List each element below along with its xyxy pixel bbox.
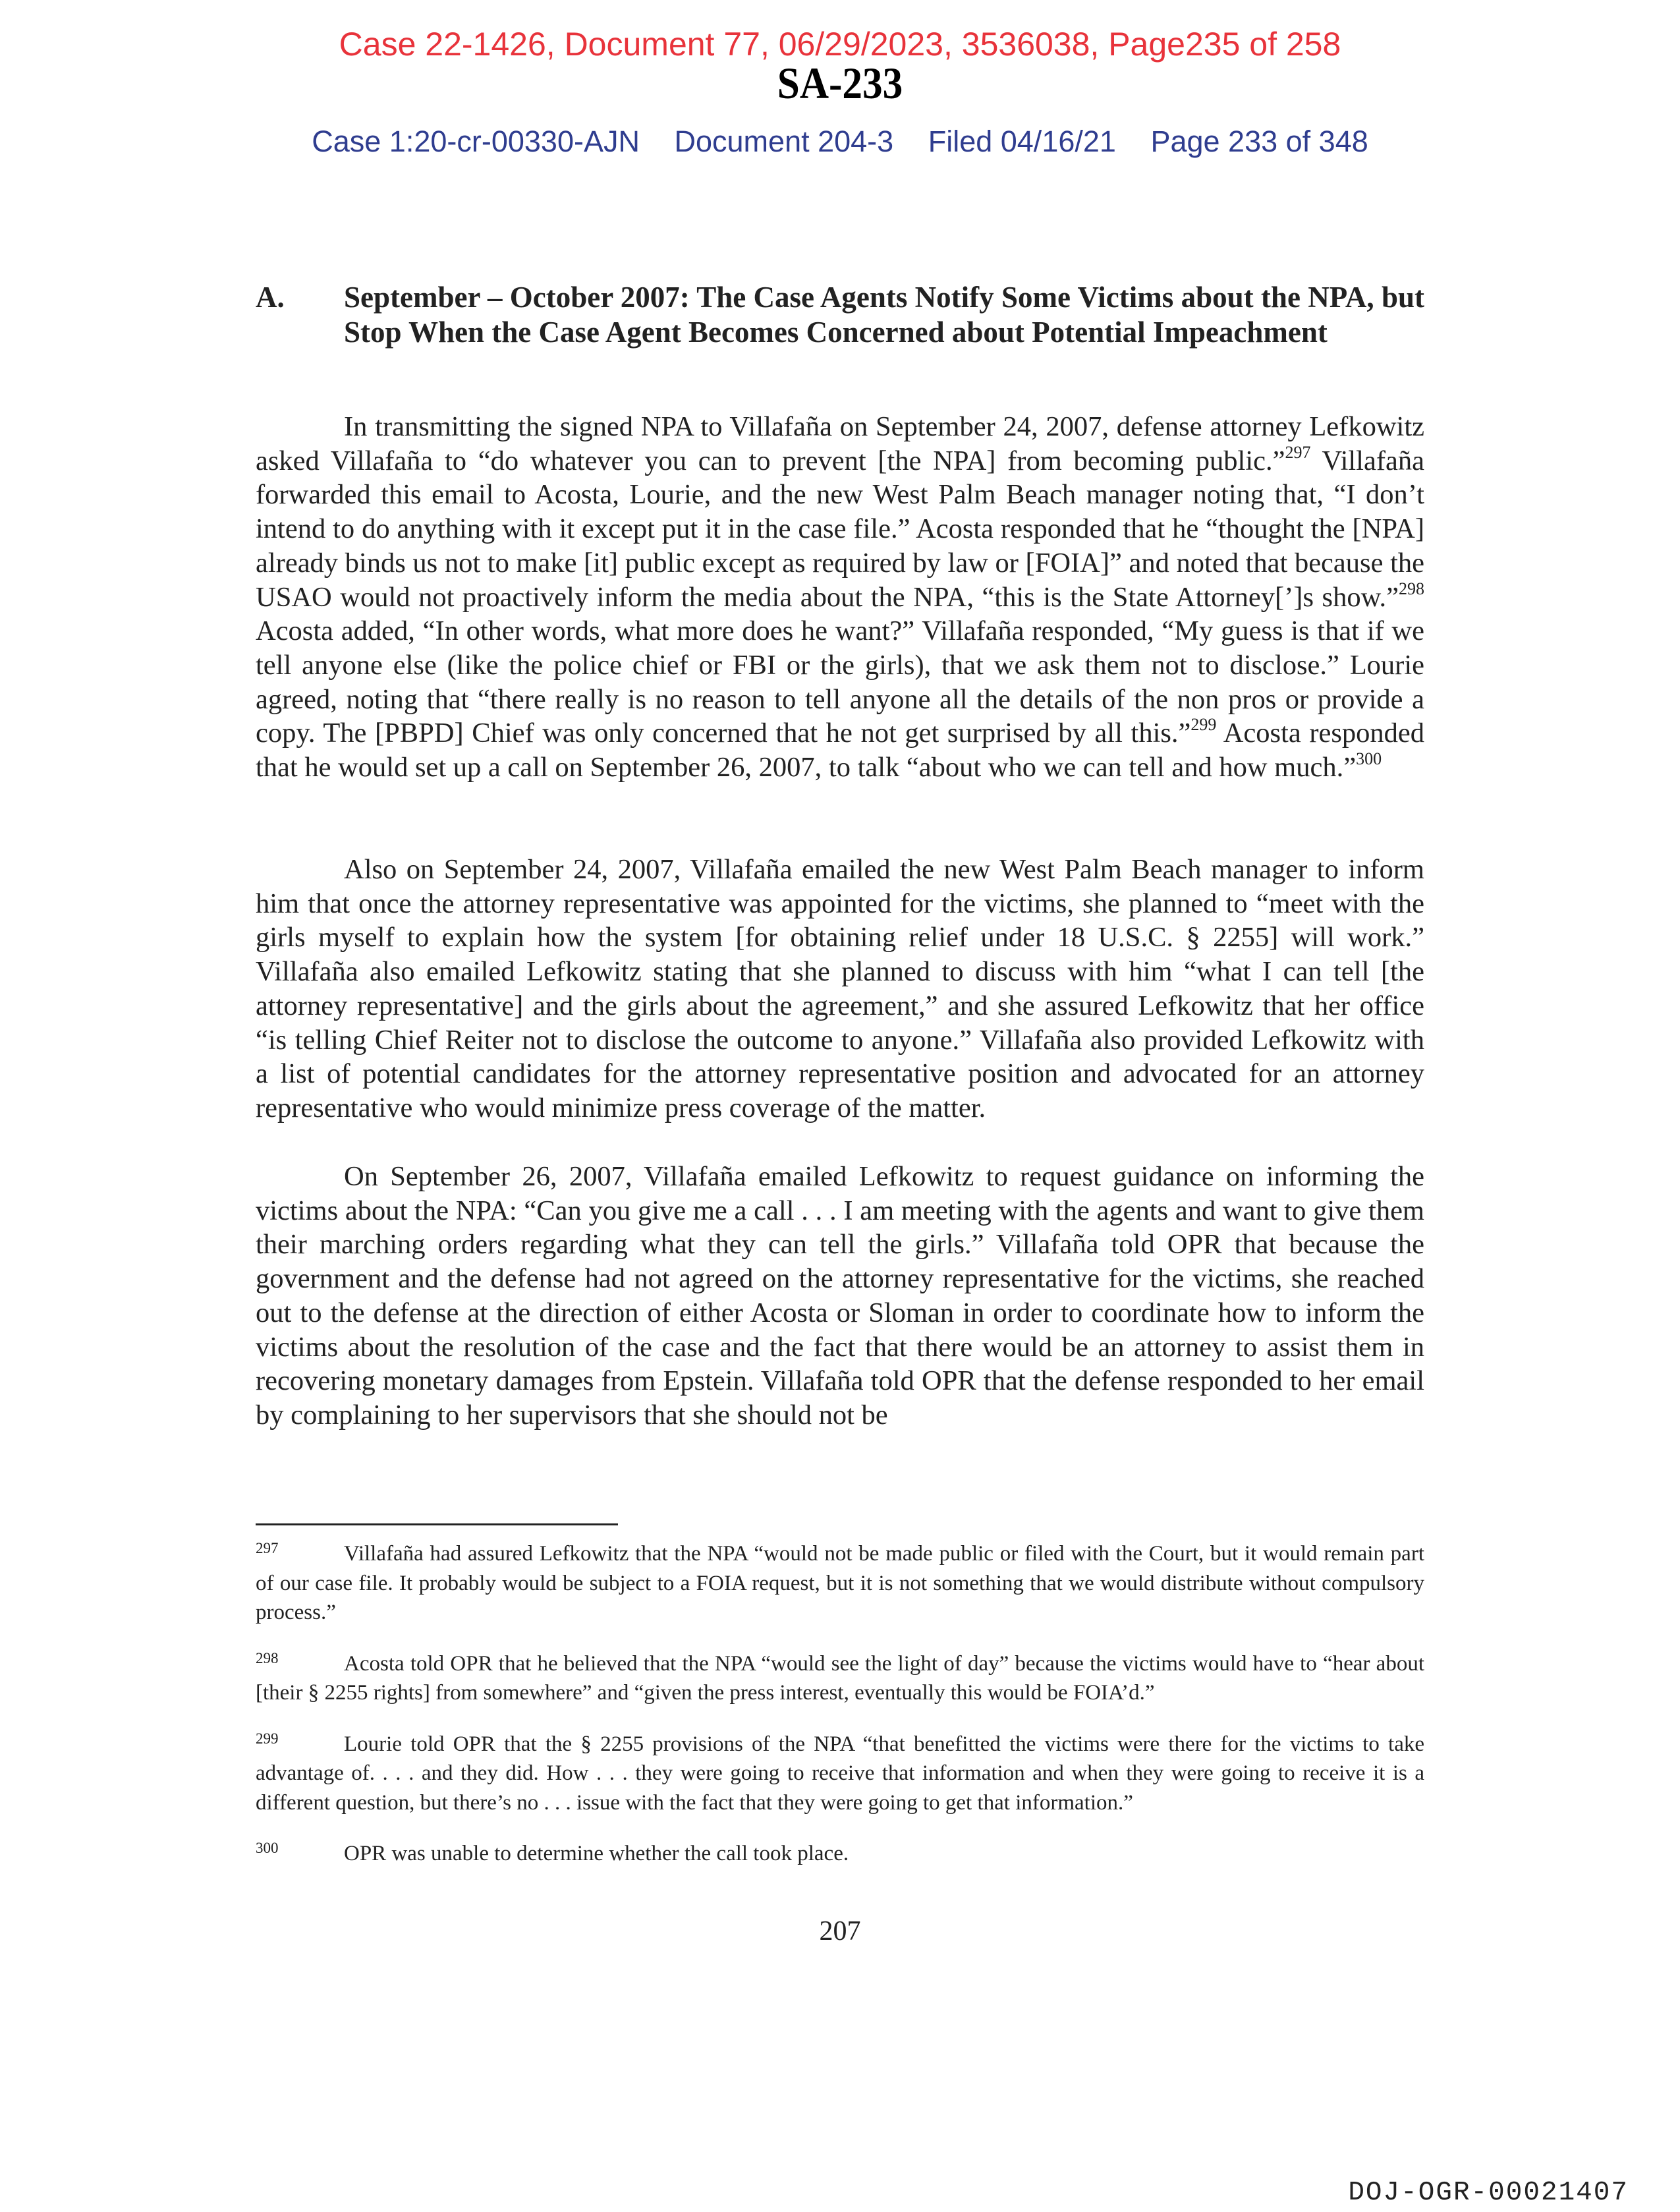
footnote-number: 300 [256, 1840, 279, 1856]
paragraph-segment: Acosta added, “In other words, what more does he want?” Villafaña responded, “My guess is that if we tell anyone else (like the police chief or FBI or the girls), that we ask them not to disclose.” Lourie agreed, noting that “there really is no reason to tell anyone all the details of the non pros or provide a copy. The [PBPD] Chief was only concerned that he not get surprised by all this.” [256, 615, 1424, 749]
footnote-number: 298 [256, 1649, 279, 1666]
footnote-297 [256, 1539, 1424, 1628]
footnote-300 [256, 1839, 1424, 1869]
footnotes [256, 1539, 1424, 1890]
footnote-299 [256, 1730, 1424, 1818]
district-filed-date: Filed 04/16/21 [928, 125, 1116, 158]
body-paragraph-2 [256, 853, 1424, 1125]
section-heading [256, 280, 1424, 350]
district-document-number: Document 204-3 [674, 125, 894, 158]
body-paragraph-3 [256, 1160, 1424, 1432]
footnote-reference[interactable]: 299 [1190, 715, 1217, 735]
footnote-reference[interactable]: 297 [1285, 442, 1311, 462]
paragraph-segment: Acosta responded that he would set up a call on September 26, 2007, to talk “about who we can tell and how much.” [256, 718, 1424, 783]
section-title: September – October 2007: The Case Agents Notify Some Victims about the NPA, but Stop When the Case Agent Becomes Concerned about Potential Impeachment [344, 281, 1424, 349]
district-page-count: Page 233 of 348 [1150, 125, 1368, 158]
footnote-text: Villafaña had assured Lefkowitz that the NPA “would not be made public or filed with the Court, but it would remain part of our case file. It probably would be subject to a FOIA request, but it is not something that we would distribute without compulsory process.” [256, 1542, 1424, 1624]
appellate-case-stamp: Case 22-1426, Document 77, 06/29/2023, 3536038, Page235 of 258 [339, 26, 1341, 63]
footnote-number: 299 [256, 1730, 279, 1747]
footnote-number: 297 [256, 1540, 279, 1556]
footnote-reference[interactable]: 298 [1399, 579, 1424, 598]
footnote-reference[interactable]: 300 [1356, 749, 1382, 769]
footnote-text: Lourie told OPR that the § 2255 provisions of the NPA “that benefitted the victims were there for the victims to take advantage of. . . . and they did. How . . . they were going to receive that information and when they were going to receive it is a different question, but there’s no . . . issue with the fact that they were going to get that information.” [256, 1732, 1424, 1815]
page-number: 207 [819, 1916, 861, 1946]
footnote-separator [256, 1523, 618, 1525]
bates-number: DOJ-OGR-00021407 [1348, 2178, 1629, 2208]
sa-page-label: SA-233 [777, 58, 903, 108]
paragraph-segment: On September 26, 2007, Villafaña emailed Lefkowitz to request guidance on informing the victims about the NPA: “Can you give me a call . . . I am meeting with the agents and want to give them their marching orders regarding what they can tell the girls.” Villafaña told OPR that because the government and the defense had not agreed on the attorney representative for the victims, she reached out to the defense at the direction of either Acosta or Sloman in order to coordinate how to inform the victims about the resolution of the case and the fact that there would be an attorney to assist them in recovering monetary damages from Epstein. Villafaña told OPR that the defense responded to her email by complaining to her supervisors that she should not be [256, 1161, 1424, 1431]
paragraph-segment: In transmitting the signed NPA to Villafaña on September 24, 2007, defense attorney Lefkowitz asked Villafaña to “do whatever you can to prevent [the NPA] from becoming public.” [256, 411, 1424, 476]
footnote-text: OPR was unable to determine whether the call took place. [344, 1842, 849, 1865]
body-paragraph-1 [256, 410, 1424, 785]
footnote-298 [256, 1649, 1424, 1708]
district-case-stamp [0, 127, 1680, 156]
paragraph-text [256, 853, 1424, 1125]
section-letter: A. [256, 281, 285, 314]
paragraph-text [256, 1160, 1424, 1432]
district-case-number: Case 1:20-cr-00330-AJN [312, 125, 640, 158]
footnote-text: Acosta told OPR that he believed that the NPA “would see the light of day” because the victims would have to “hear about [their § 2255 rights] from somewhere” and “given the press interest, eventually this would be FOIA’d.” [256, 1651, 1424, 1705]
paragraph-segment: Also on September 24, 2007, Villafaña emailed the new West Palm Beach manager to inform him that once the attorney representative was appointed for the victims, she planned to “meet with the girls myself to explain how the system [for obtaining relief under 18 U.S.C. § 2255] will work.” Villafaña also emailed Lefkowitz stating that she planned to discuss with him “what I can tell [the attorney representative] and the girls about the agreement,” and she assured Lefkowitz that her office “is telling Chief Reiter not to disclose the outcome to anyone.” Villafaña also provided Lefkowitz with a list of potential candidates for the attorney representative position and advocated for an attorney representative who would minimize press coverage of the matter. [256, 854, 1424, 1123]
paragraph-text [256, 410, 1424, 785]
paragraph-segment: Villafaña forwarded this email to Acosta, Lourie, and the new West Palm Beach manager noting that, “I don’t intend to do anything with it except put it in the case file.” Acosta responded that he “thought the [NPA] already binds us not to make [it] public except as required by law or [FOIA]” and noted that because the USAO would not proactively inform the media about the NPA, “this is the State Attorney[’]s show.” [256, 445, 1424, 613]
